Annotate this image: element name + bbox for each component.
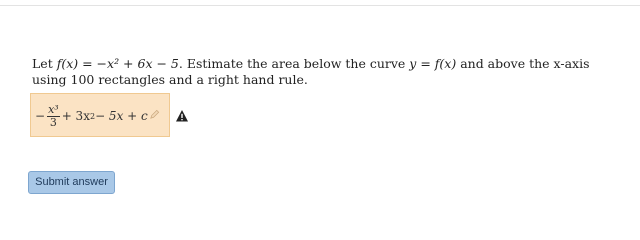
question-middle: . Estimate the area below the curve [178, 56, 410, 71]
answer-term-3x: + 3x [61, 109, 90, 123]
curve-expression: y = f(x) [409, 56, 457, 71]
function-definition: f(x) = −x² + 6x − 5 [56, 56, 179, 71]
answer-minus: − [35, 109, 46, 123]
question-intro: Let [32, 56, 57, 71]
answer-term-rest: − 5x + c [95, 109, 148, 123]
answer-fraction [47, 104, 60, 129]
question-ending: and above the x-axis using 100 rectangles and a right hand rule. [32, 56, 590, 87]
answer-exponent: 2 [89, 111, 96, 121]
pencil-icon [149, 109, 160, 123]
submit-answer-button[interactable]: Submit answer [28, 171, 115, 194]
warning-triangle-icon [175, 108, 189, 122]
answer-input[interactable] [30, 93, 170, 137]
question-text [32, 56, 592, 88]
fraction-denominator: 3 [49, 115, 57, 129]
fraction-numerator: x³ [48, 102, 59, 116]
answer-expression [35, 98, 160, 134]
top-divider [0, 5, 640, 6]
